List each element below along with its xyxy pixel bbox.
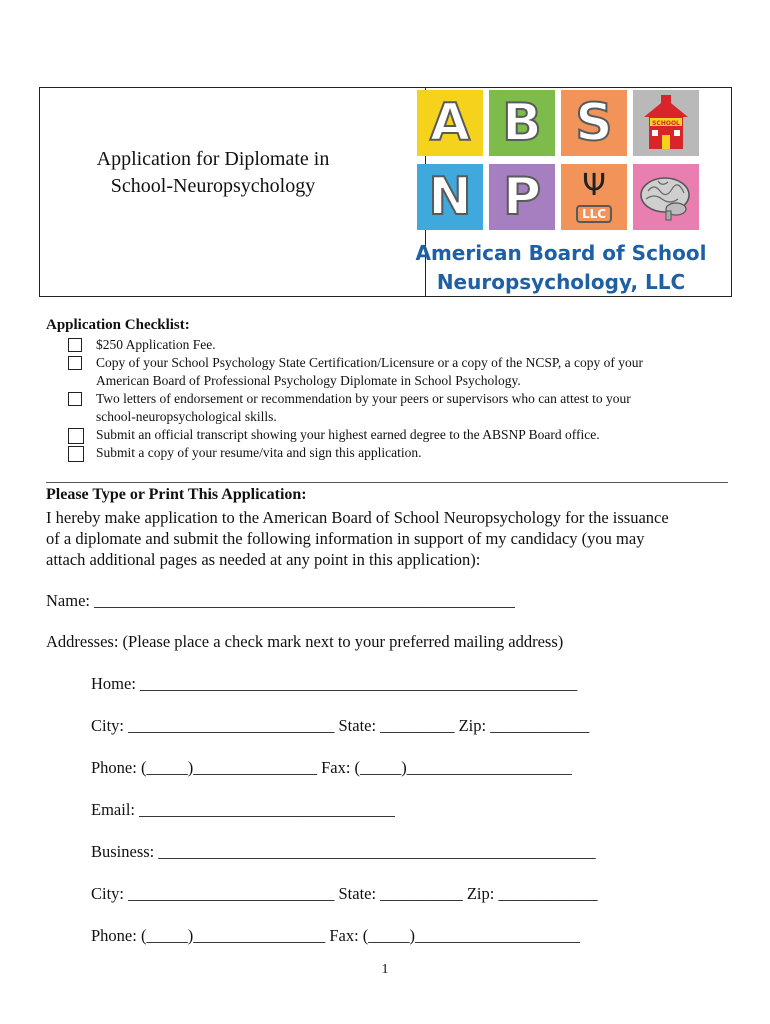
logo-tile-a: A	[417, 90, 483, 156]
intro-line: I hereby make application to the American Board of School Neuropsychology for the issuance	[46, 508, 669, 527]
name-field[interactable]: Name: ___________________________________________________	[46, 591, 515, 610]
checklist-text: Copy of your School Psychology State Certification/Licensure or a copy of the NCSP, a copy of your	[96, 355, 644, 370]
absnp-logo	[415, 88, 707, 298]
checklist-heading: Application Checklist:	[46, 317, 190, 333]
checklist-checkbox[interactable]	[68, 338, 82, 352]
home-city-state-zip-field[interactable]: City: _________________________ State: _________ Zip: ____________	[91, 716, 590, 735]
checklist-text: Two letters of endorsement or recommendation by your peers or supervisors who can attest to your	[96, 391, 631, 406]
checklist-checkbox[interactable]	[68, 392, 82, 406]
email-field[interactable]: Email: _______________________________	[91, 800, 395, 819]
intro-line: attach additional pages as needed at any point in this application):	[46, 550, 481, 569]
checklist-text: Submit an official transcript showing your highest earned degree to the ABSNP Board office.	[96, 427, 600, 442]
section-divider	[46, 482, 728, 483]
application-intro	[46, 507, 726, 570]
business-address-field[interactable]: Business: _____________________________________________________	[91, 842, 596, 861]
brain-icon	[633, 164, 699, 230]
checklist-text: Submit a copy of your resume/vita and sign this application.	[96, 445, 422, 460]
checklist-text: school-neuropsychological skills.	[96, 409, 277, 424]
business-phone-fax-field[interactable]: Phone: (_____)________________ Fax: (_____)____________________	[91, 926, 581, 945]
addresses-note: Addresses: (Please place a check mark next to your preferred mailing address)	[46, 632, 564, 651]
logo-tile-b: B	[489, 90, 555, 156]
title-line-2: School-Neuropsychology	[110, 175, 316, 197]
business-city-state-zip-field[interactable]: City: _________________________ State: __________ Zip: ____________	[91, 884, 598, 903]
logo-tile-n: N	[417, 164, 483, 230]
school-sign-text: SCHOOL	[652, 120, 680, 127]
home-phone-fax-field[interactable]: Phone: (_____)_______________ Fax: (_____)____________________	[91, 758, 572, 777]
title-line-1: Application for Diplomate in	[96, 148, 330, 170]
checklist-checkbox[interactable]	[68, 356, 82, 370]
checklist-text: $250 Application Fee.	[96, 337, 216, 352]
logo-org-line-2: Neuropsychology, LLC	[436, 270, 686, 294]
checklist-text: American Board of Professional Psychology Diplomate in School Psychology.	[96, 373, 521, 388]
schoolhouse-icon	[633, 90, 699, 156]
intro-line: of a diplomate and submit the following information in support of my candidacy (you may	[46, 529, 645, 548]
psi-icon: Ψ	[582, 168, 606, 203]
logo-tile-s: S	[561, 90, 627, 156]
checklist-checkbox[interactable]	[68, 428, 84, 444]
llc-badge: LLC	[576, 205, 612, 223]
home-address-field[interactable]: Home: _____________________________________________________	[91, 674, 578, 693]
document-title	[40, 146, 386, 200]
page-number: 1	[381, 962, 389, 977]
logo-tile-p: P	[489, 164, 555, 230]
logo-tile-psi	[561, 164, 627, 230]
checklist-checkbox[interactable]	[68, 446, 84, 462]
application-heading: Please Type or Print This Application:	[46, 486, 307, 503]
logo-org-line-1: American Board of School	[415, 241, 707, 265]
